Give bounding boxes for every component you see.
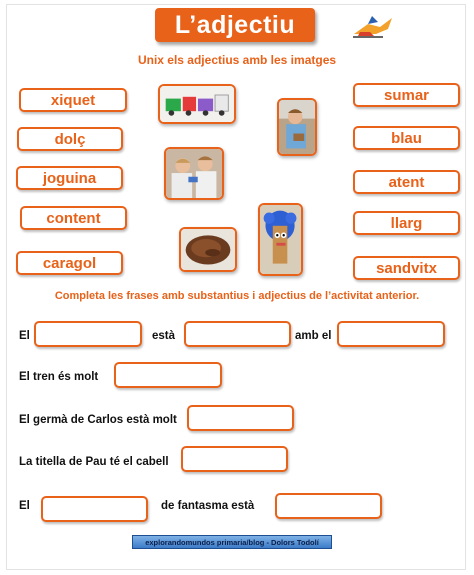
subtitle: Unix els adjectius amb les imatges — [137, 53, 337, 67]
footer-credit: explorandomundos primaria/blog - Dolors Todolí — [132, 535, 332, 549]
sentence-1-part-3: amb el — [295, 330, 332, 342]
boy-with-sandwich-image[interactable] — [277, 98, 317, 156]
toy-train-image[interactable] — [158, 84, 236, 124]
sentence-5-part-2: de fantasma està — [161, 500, 255, 512]
word-card-sumar[interactable]: sumar — [353, 83, 460, 107]
answer-field-4[interactable] — [181, 446, 288, 472]
sentence-1-part-1: El — [19, 330, 30, 342]
answer-field-2[interactable] — [114, 362, 222, 388]
word-card-blau[interactable]: blau — [353, 126, 460, 150]
sentence-5-part-1: El — [19, 500, 30, 512]
word-card-sandvitx[interactable]: sandvitx — [353, 256, 460, 280]
word-card-llarg[interactable]: llarg — [353, 211, 460, 235]
word-card-caragol[interactable]: caragol — [16, 251, 123, 275]
chocolate-snack-image[interactable] — [179, 227, 237, 272]
blue-hair-puppet-image[interactable] — [258, 203, 303, 276]
sentence-3-part-1: El germà de Carlos està molt — [19, 414, 177, 426]
answer-field-1c[interactable] — [337, 321, 445, 347]
answer-field-1b[interactable] — [184, 321, 291, 347]
title-banner — [155, 8, 315, 42]
dragon-logo-icon — [350, 10, 396, 40]
answer-field-3[interactable] — [187, 405, 294, 431]
answer-field-5b[interactable] — [275, 493, 382, 519]
word-card-xiquet[interactable]: xiquet — [19, 88, 127, 112]
answer-field-1a[interactable] — [34, 321, 142, 347]
page-title: L’adjectiu — [174, 10, 296, 39]
word-card-atent[interactable]: atent — [353, 170, 460, 194]
boys-playing-image[interactable] — [164, 147, 224, 200]
sentence-2-part-1: El tren és molt — [19, 371, 99, 383]
word-card-joguina[interactable]: joguina — [16, 166, 123, 190]
instruction-text: Completa les frases amb substantius i adjectius de l’activitat anterior. — [54, 290, 420, 302]
word-card-content[interactable]: content — [20, 206, 127, 230]
sentence-4-part-1: La titella de Pau té el cabell — [19, 456, 169, 468]
sentence-1-part-2: està — [152, 330, 176, 342]
word-card-dolc[interactable]: dolç — [17, 127, 123, 151]
answer-field-5a[interactable] — [41, 496, 148, 522]
